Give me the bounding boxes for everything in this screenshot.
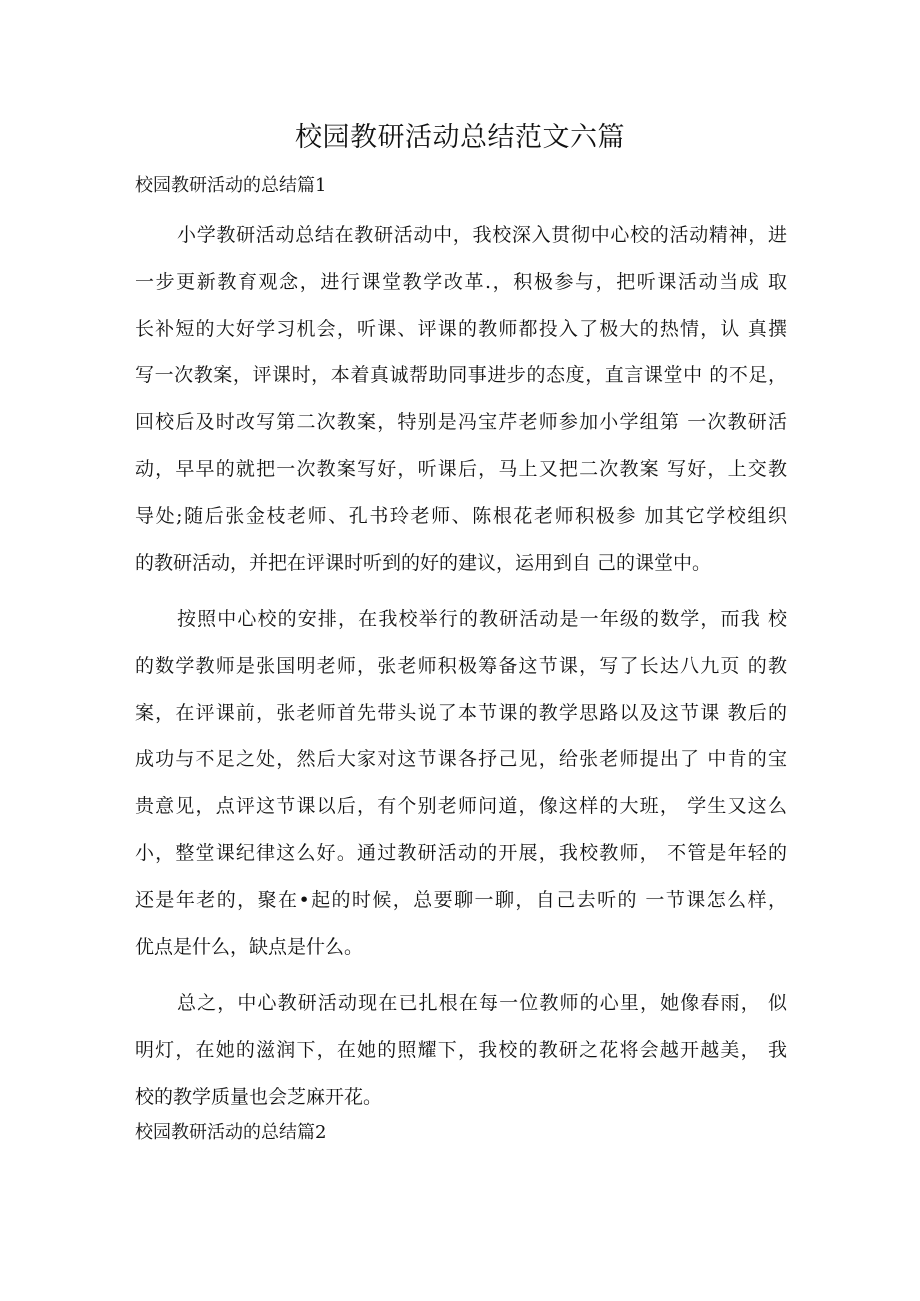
text-line: 导处;随后张金枝老师、孔书玲老师、陈根花老师积极参 加其它学校组织 — [135, 504, 787, 527]
text-line: 明灯，在她的滋润下，在她的照耀下，我校的教研之花将会越开越美， 我 — [135, 1038, 787, 1061]
text-line: 的数学教师是张国明老师，张老师积极筹备这节课，写了长达八九页 的教 — [135, 654, 787, 677]
paragraph-1 — [135, 220, 787, 594]
text-line: 写一次教案，评课时，本着真诚帮助同事进步的态度，直言课堂中 的不足， — [135, 364, 787, 387]
text-line: 回校后及时改写第二次教案，特别是冯宝芹老师参加小学组第 一次教研活 — [135, 411, 787, 434]
text-line: 按照中心校的安排，在我校举行的教研活动是一年级的数学，而我 校 — [177, 608, 787, 630]
text-line: 优点是什么，缺点是什么。 — [135, 935, 364, 958]
text-line: 成功与不足之处，然后大家对这节课各抒己见，给张老师提出了 中肯的宝 — [135, 748, 787, 771]
paragraph-3 — [135, 988, 787, 1128]
section-heading-1: 校园教研活动的总结篇1 — [135, 175, 327, 196]
text-line: 案，在评课前，张老师首先带头说了本节课的教学思路以及这节课 教后的 — [135, 701, 787, 724]
text-line: 的教研活动，并把在评课时听到的好的建议，运用到自 己的课堂中。 — [135, 551, 712, 574]
text-line: 动，早早的就把一次教案写好，听课后，马上又把二次教案 写好，上交教 — [135, 457, 787, 480]
paragraph-2 — [135, 604, 787, 978]
text-line: 小，整堂课纪律这么好。通过教研活动的开展，我校教师， 不管是年轻的 — [135, 841, 787, 864]
section-heading-2: 校园教研活动的总结篇2 — [135, 1122, 327, 1143]
text-line: 一步更新教育观念，进行课堂教学改革.，积极参与，把听课活动当成 取 — [135, 270, 787, 293]
page-title: 校园教研活动总结范文六篇 — [295, 122, 625, 153]
text-line: 校的教学质量也会芝麻开花。 — [135, 1085, 383, 1108]
text-line: 还是年老的，聚在•起的时候，总要聊一聊，自己去听的 一节课怎么样， — [135, 888, 787, 911]
text-line: 贵意见，点评这节课以后，有个别老师问道，像这样的大班， 学生又这么 — [135, 795, 787, 818]
text-line: 长补短的大好学习机会，听课、评课的教师都投入了极大的热情，认 真撰 — [135, 317, 787, 340]
text-line: 总之，中心教研活动现在已扎根在每一位教师的心里，她像春雨， 似 — [177, 992, 787, 1014]
text-line: 小学教研活动总结在教研活动中，我校深入贯彻中心校的活动精神，进 — [177, 224, 787, 246]
